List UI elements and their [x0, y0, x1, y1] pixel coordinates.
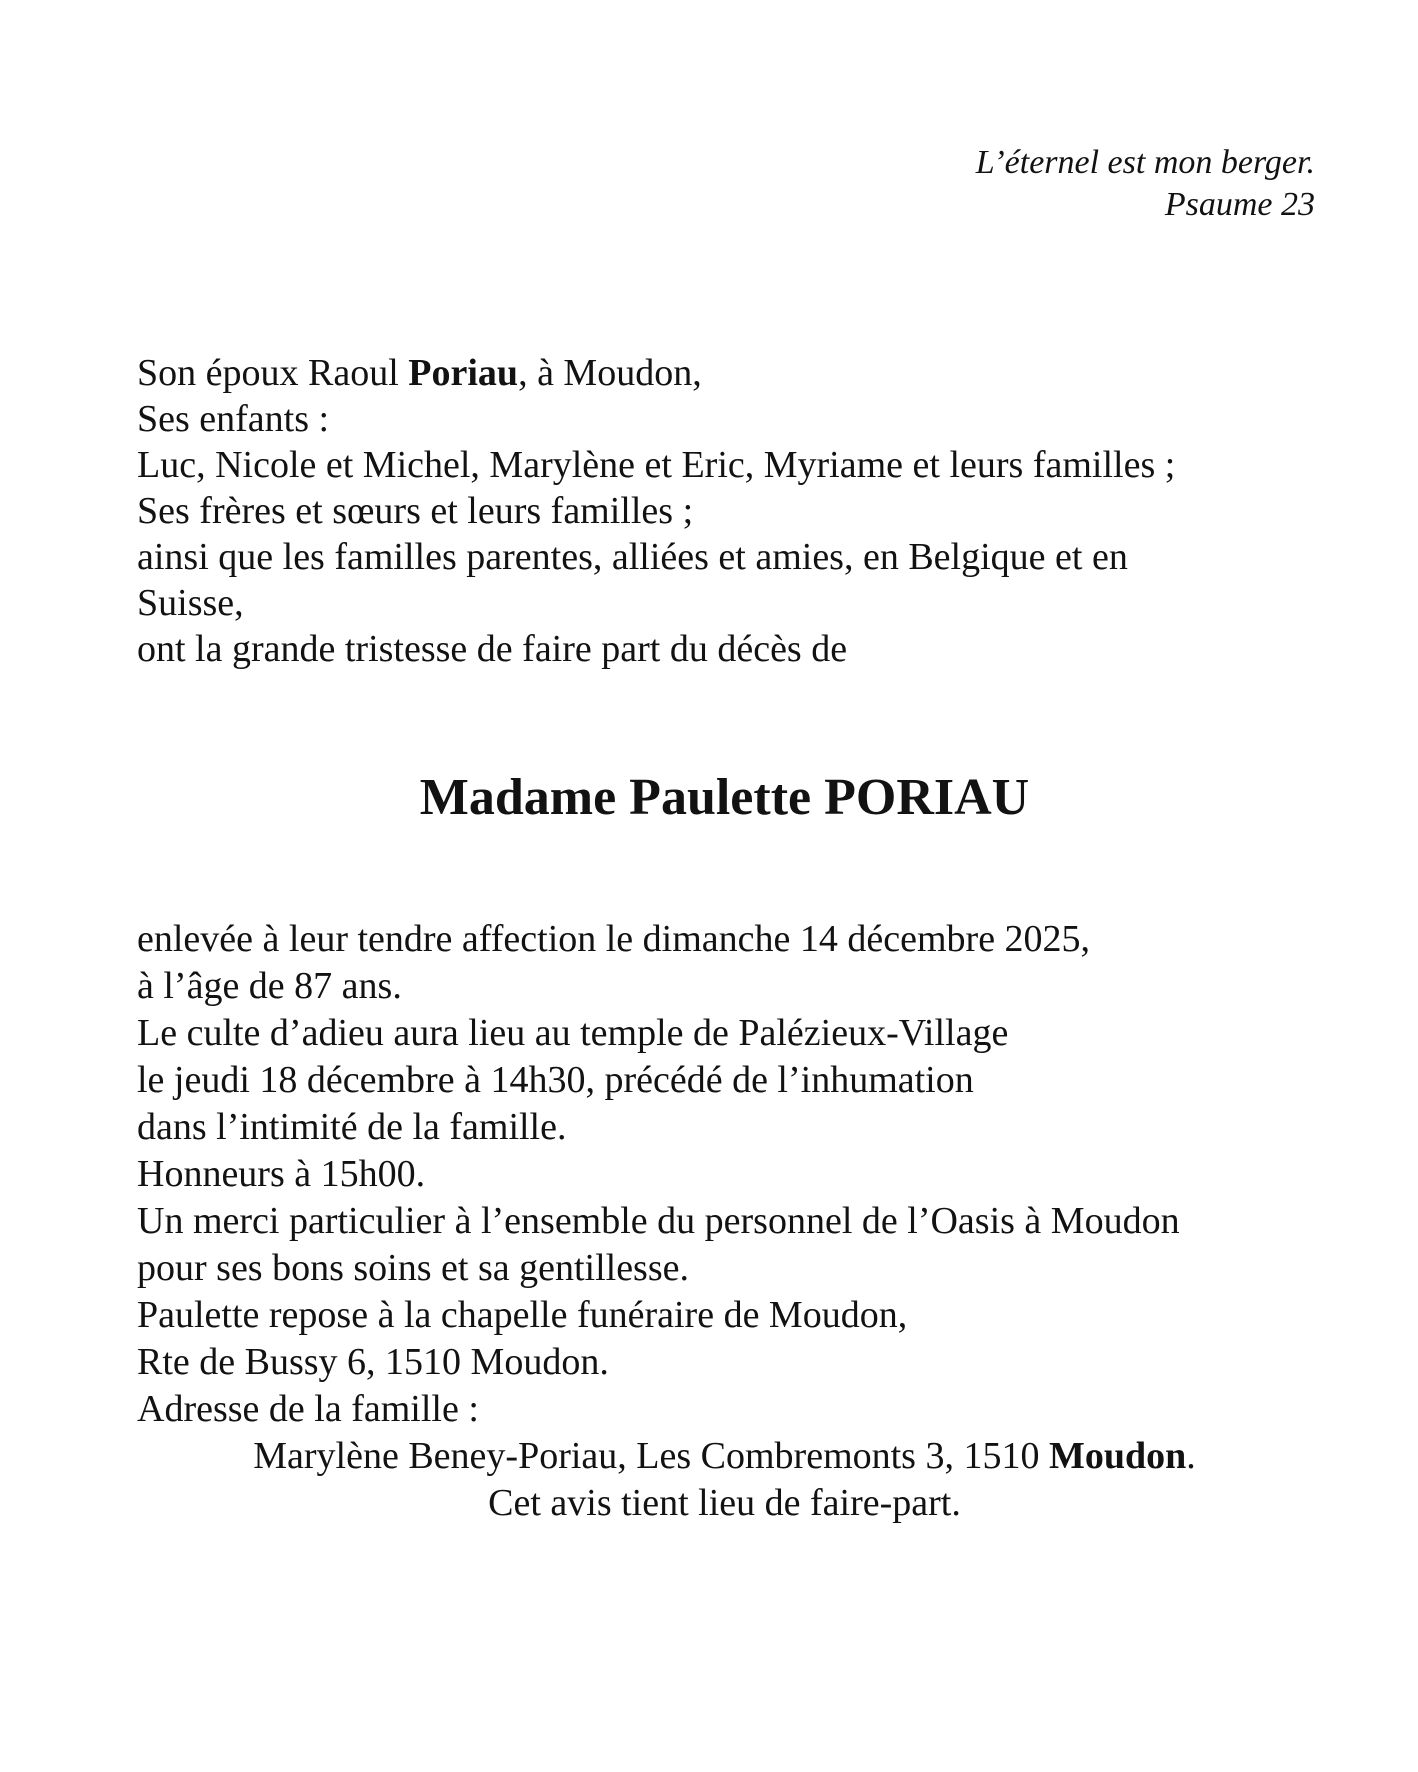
- announcement-line: ainsi que les familles parentes, alliées et amies, en Belgique et en: [137, 536, 1128, 578]
- epigraph: [137, 142, 1315, 226]
- spouse-surname-bold: Poriau: [408, 352, 519, 394]
- announcement-line: Ses frères et sœurs et leurs familles ;: [137, 490, 694, 532]
- announcement-line: ont la grande tristesse de faire part du décès de: [137, 628, 848, 670]
- epigraph-source: Psaume 23: [1164, 186, 1315, 223]
- deceased-name-title: Madame Paulette PORIAU: [419, 769, 1030, 826]
- closing-line: Cet avis tient lieu de faire-part.: [488, 1482, 961, 1524]
- announcement-line: Luc, Nicole et Michel, Marylène et Eric, Myriame et leurs familles ;: [137, 444, 1176, 486]
- details-line: le jeudi 18 décembre à 14h30, précédé de l’inhumation: [137, 1059, 974, 1101]
- announcement-block: [137, 350, 1312, 672]
- details-line: Paulette repose à la chapelle funéraire de Moudon,: [137, 1294, 908, 1336]
- details-line: Honneurs à 15h00.: [137, 1153, 426, 1195]
- family-address-line: [137, 1433, 1312, 1480]
- announcement-line: Ses enfants :: [137, 398, 330, 440]
- details-line: Rte de Bussy 6, 1510 Moudon.: [137, 1341, 609, 1383]
- family-address-city-bold: Moudon: [1048, 1435, 1187, 1477]
- announcement-line: Suisse,: [137, 582, 244, 624]
- details-line: à l’âge de 87 ans.: [137, 965, 402, 1007]
- family-address-suffix: .: [1186, 1435, 1196, 1477]
- spouse-line-prefix: Son époux Raoul: [137, 352, 409, 394]
- details-line: Le culte d’adieu aura lieu au temple de Palézieux-Village: [137, 1012, 1009, 1054]
- details-line: Adresse de la famille :: [137, 1388, 479, 1430]
- details-line: dans l’intimité de la famille.: [137, 1106, 567, 1148]
- details-line: pour ses bons soins et sa gentillesse.: [137, 1247, 690, 1289]
- spouse-line-suffix: , à Moudon,: [518, 352, 702, 394]
- family-address-prefix: Marylène Beney-Poriau, Les Combremonts 3, 1510: [253, 1435, 1049, 1477]
- epigraph-quote: L’éternel est mon berger.: [975, 144, 1315, 181]
- details-block: [137, 916, 1312, 1527]
- spouse-line: [137, 350, 1312, 396]
- details-line: enlevée à leur tendre affection le dimanche 14 décembre 2025,: [137, 918, 1091, 960]
- details-line: Un merci particulier à l’ensemble du personnel de l’Oasis à Moudon: [137, 1200, 1180, 1242]
